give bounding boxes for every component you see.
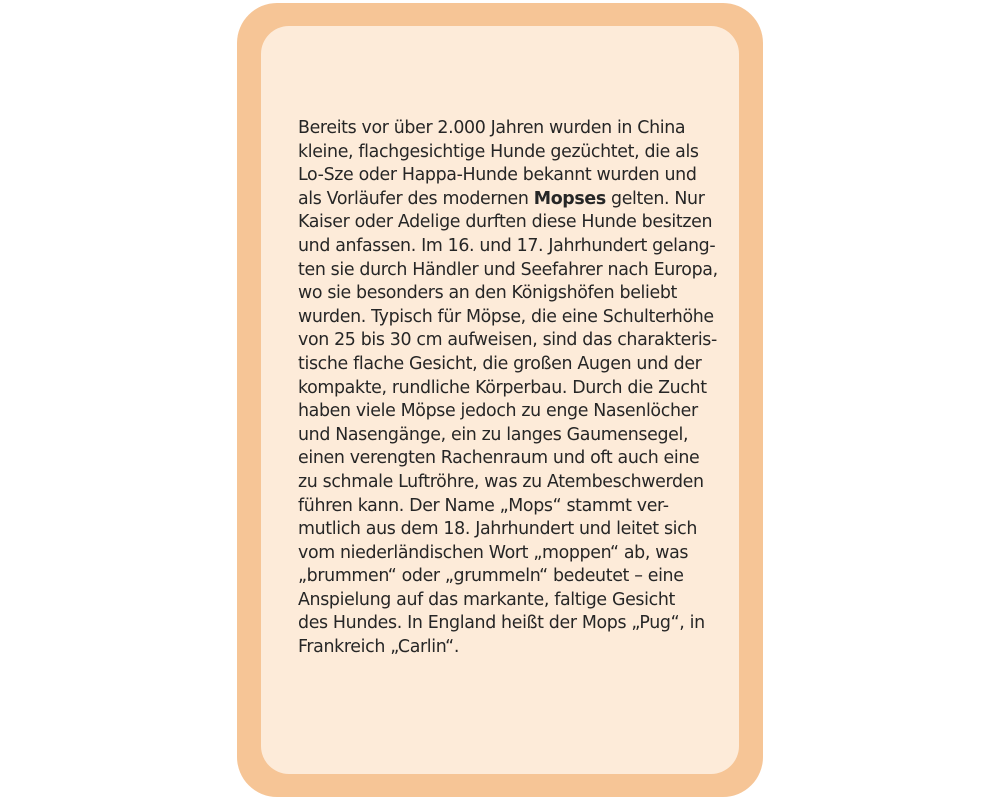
highlighted-term: Mopses (533, 188, 606, 209)
text-line: von 25 bis 30 cm aufweisen, sind das charakteris- (298, 330, 717, 351)
text-segment: gelten. Nur (605, 188, 705, 209)
text-line: Anspielung auf das markante, faltige Gesicht (298, 589, 675, 610)
text-line: tische flache Gesicht, die großen Augen und der (298, 353, 702, 374)
text-line: vom niederländischen Wort „moppen“ ab, was (298, 542, 689, 563)
text-line: wurden. Typisch für Möpse, die eine Schulterhöhe (298, 306, 714, 327)
text-line: Frankreich „Carlin“. (298, 637, 460, 658)
text-line: wo sie besonders an den Königshöfen beliebt (298, 283, 678, 304)
text-line: Lo-Sze oder Happa-Hunde bekannt wurden und (298, 165, 697, 186)
text-segment: als Vorläufer des modernen (298, 188, 534, 209)
text-line: und Nasengänge, ein zu langes Gaumensegel, (298, 424, 689, 445)
text-line: kleine, flachgesichtige Hunde gezüchtet, die als (298, 141, 699, 162)
text-line: Bereits vor über 2.000 Jahren wurden in China (298, 118, 686, 138)
card-description (298, 117, 734, 660)
text-line: haben viele Möpse jedoch zu enge Nasenlöcher (298, 401, 698, 422)
text-line: „brummen“ oder „grummeln“ bedeutet – eine (298, 566, 684, 587)
card-body (261, 26, 739, 774)
text-line: einen verengten Rachenraum und oft auch eine (298, 448, 700, 469)
text-line: führen kann. Der Name „Mops“ stammt ver- (298, 495, 669, 516)
text-line: Kaiser oder Adelige durften diese Hunde besitzen (298, 212, 713, 233)
text-line (298, 188, 734, 212)
text-line: mutlich aus dem 18. Jahrhundert und leitet sich (298, 519, 698, 540)
text-line: und anfassen. Im 16. und 17. Jahrhundert gelang- (298, 235, 716, 256)
text-line: zu schmale Luftröhre, was zu Atembeschwerden (298, 471, 704, 492)
card-border (237, 3, 763, 797)
text-line: ten sie durch Händler und Seefahrer nach Europa, (298, 259, 718, 280)
text-line: des Hundes. In England heißt der Mops „Pug“, in (298, 613, 705, 634)
text-line: kompakte, rundliche Körperbau. Durch die Zucht (298, 377, 707, 398)
